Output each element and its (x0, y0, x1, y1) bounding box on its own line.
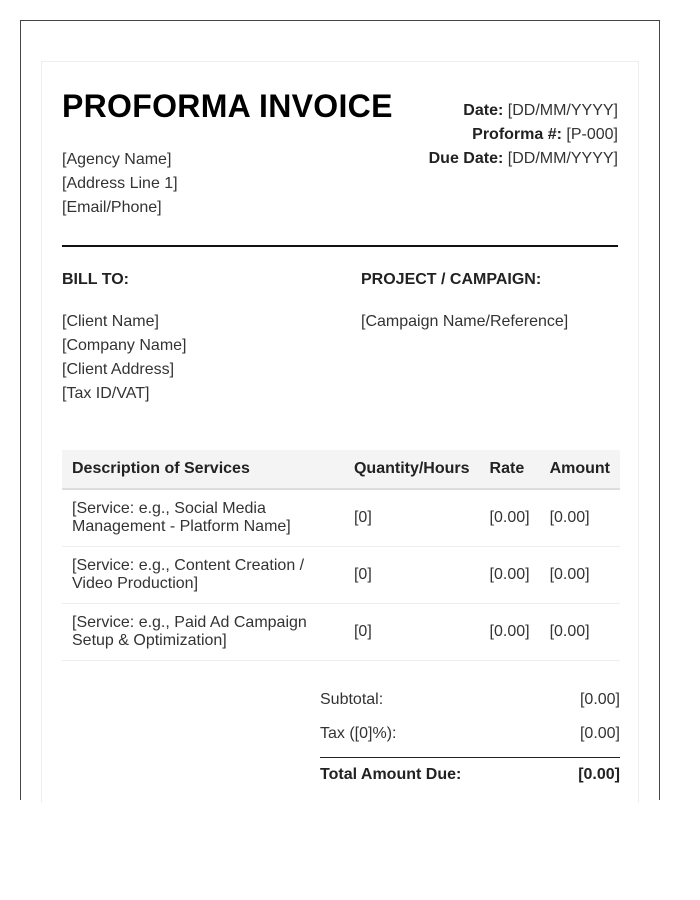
meta-proforma-label: Proforma #: (472, 126, 562, 143)
header-rate: Rate (480, 450, 540, 489)
tax-id: [Tax ID/VAT] (62, 385, 150, 402)
tax-row (320, 717, 620, 751)
agency-address: [Address Line 1] (62, 175, 178, 192)
meta-date (429, 99, 618, 123)
invoice-meta (429, 99, 618, 171)
row-amount: [0.00] (540, 547, 620, 604)
invoice-header (62, 62, 618, 247)
meta-date-label: Date: (463, 102, 504, 119)
header-amount: Amount (540, 450, 620, 489)
row-amount: [0.00] (540, 489, 620, 547)
services-table (62, 450, 620, 661)
invoice-sheet (41, 61, 639, 803)
client-name: [Client Name] (62, 313, 159, 330)
row-quantity: [0] (344, 604, 480, 661)
agency-name: [Agency Name] (62, 151, 172, 168)
client-address: [Client Address] (62, 361, 175, 378)
meta-due-date-label: Due Date: (428, 150, 504, 167)
row-description: [Service: e.g., Social Media Management - Platform Name] (62, 489, 344, 547)
agency-contact: [Email/Phone] (62, 199, 162, 216)
tax-value: [0.00] (579, 725, 620, 742)
table-row (62, 547, 620, 604)
row-amount: [0.00] (540, 604, 620, 661)
company-name: [Company Name] (62, 337, 187, 354)
project-heading: PROJECT / CAMPAIGN: (361, 271, 542, 288)
meta-date-value: [DD/MM/YYYY] (507, 102, 618, 119)
row-description: [Service: e.g., Content Creation / Video Production] (62, 547, 344, 604)
meta-due-date (429, 147, 618, 171)
total-row (320, 757, 620, 792)
header-quantity: Quantity/Hours (344, 450, 480, 489)
table-row (62, 604, 620, 661)
meta-due-date-value: [DD/MM/YYYY] (507, 150, 618, 167)
totals-block (320, 683, 620, 792)
parties-section (62, 247, 618, 450)
page-frame (20, 20, 660, 800)
tax-label: Tax ([0]%): (320, 725, 397, 742)
invoice-title: PROFORMA INVOICE (62, 88, 393, 124)
agency-block (62, 148, 178, 220)
subtotal-value: [0.00] (579, 691, 620, 708)
project-block (361, 270, 568, 334)
meta-proforma-number (429, 123, 618, 147)
table-header-row (62, 450, 620, 489)
subtotal-row (320, 683, 620, 717)
bill-to-block (62, 270, 187, 406)
total-value: [0.00] (578, 766, 620, 783)
row-description: [Service: e.g., Paid Ad Campaign Setup & Optimization] (62, 604, 344, 661)
total-label: Total Amount Due: (320, 766, 462, 783)
row-quantity: [0] (344, 489, 480, 547)
row-rate: [0.00] (480, 604, 540, 661)
row-rate: [0.00] (480, 547, 540, 604)
row-rate: [0.00] (480, 489, 540, 547)
row-quantity: [0] (344, 547, 480, 604)
header-description: Description of Services (62, 450, 344, 489)
campaign-reference: [Campaign Name/Reference] (361, 313, 569, 330)
bill-to-heading: BILL TO: (62, 271, 129, 288)
subtotal-label: Subtotal: (320, 691, 384, 708)
meta-proforma-value: [P-000] (566, 126, 618, 143)
table-row (62, 489, 620, 547)
